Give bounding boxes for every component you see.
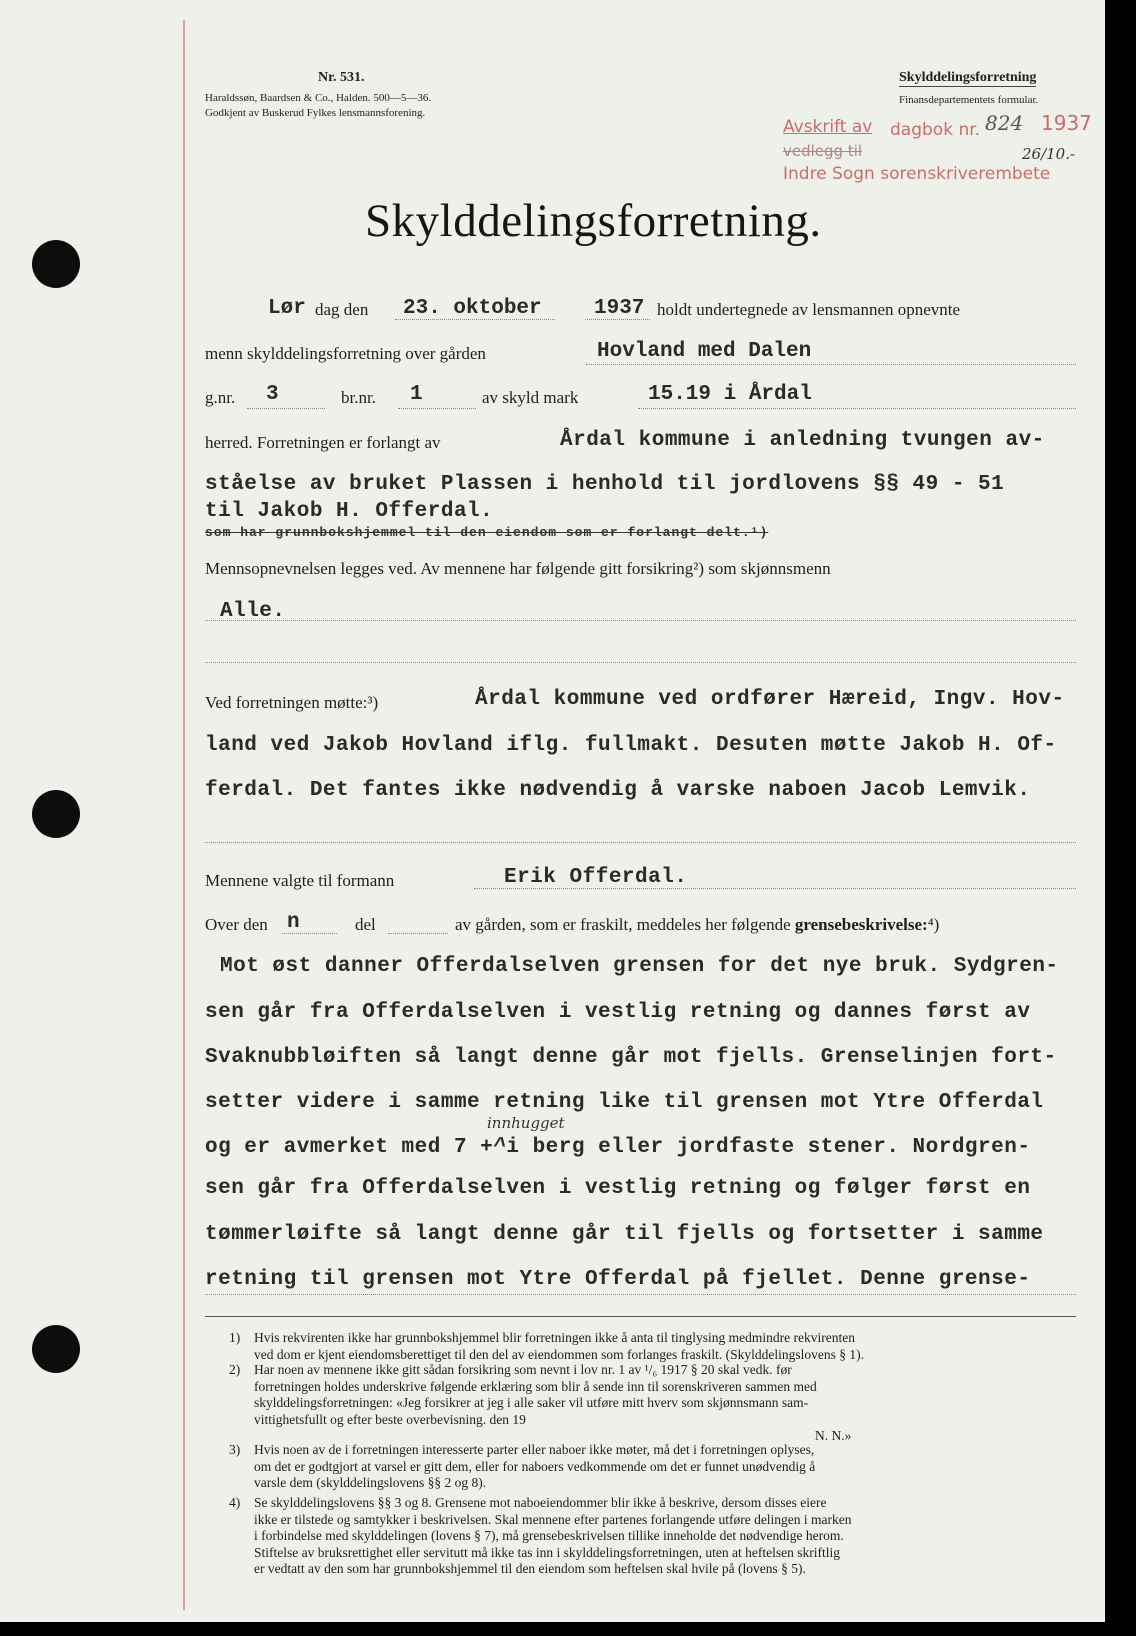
boundary-line-6-text: en går fra Offerdalselven i vestlig retning og følger først en: [218, 1177, 1031, 1200]
requester-line-3: til Jakob H. Offerdal.: [205, 500, 494, 523]
appointment-text: Mennsopnevnelsen legges ved. Av mennene har følgende gitt forsikring²) som skjønnsmenn: [205, 559, 831, 578]
text-over-den: Over den: [205, 915, 268, 934]
form-name: Skylddelingsforretning: [899, 70, 1037, 85]
text-del: del: [355, 915, 376, 934]
footnote-line: er vedtatt av den som har grunnbokshjemmel til den eiendom som heftelsen skal hvile på (lovens § 5).: [254, 1561, 806, 1576]
attendance-line-3: ferdal. Det fantes ikke nødvendig å varske naboen Jacob Lemvik.: [205, 779, 1031, 802]
footnote-number: 2): [229, 1362, 241, 1377]
footnote-rule: [205, 1316, 1076, 1317]
form-origin: Finansdepartementets formular.: [899, 94, 1039, 106]
footnote-line: Se skylddelingslovens §§ 3 og 8. Grensene mot naboeiendommer blir ikke å beskrive, dersom disses eiere: [254, 1495, 827, 1510]
text-gnr: g.nr.: [205, 388, 236, 407]
text-herred: herred. Forretningen er forlangt av: [205, 433, 441, 452]
attendance-label: Ved forretningen møtte:³): [205, 693, 379, 712]
margin-rule: [183, 20, 185, 1610]
year: 1937: [594, 297, 645, 320]
footnote-number: 4): [229, 1495, 241, 1510]
boundary-line-7: tømmerløifte så langt denne går til fjells og fortsetter i samme: [205, 1223, 1044, 1246]
footnote-number: 1): [229, 1330, 241, 1345]
printer-line: Haraldssøn, Baardsen & Co., Halden. 500—5—36.: [205, 92, 432, 104]
footnote-line: i forbindelse med skylddelingen (lovens § 7), må grensebeskrivelsen tillike inneholde det nødvendige herom.: [254, 1528, 844, 1543]
date: 23. oktober: [403, 297, 542, 320]
chairman-label: Mennene valgte til formann: [205, 871, 395, 890]
insertion-caret: ^: [493, 1136, 507, 1159]
boundary-line-2: sen går fra Offerdalselven i vestlig retning og dannes først av: [205, 1001, 1031, 1024]
boundary-bold: grensebeskrivelse:: [794, 915, 928, 934]
gnr-value: 3: [266, 383, 279, 406]
boundary-line-6-prefix: s: [205, 1177, 219, 1200]
page-title: Skylddelingsforretning.: [365, 195, 822, 247]
attendance-line-2: land ved Jakob Hovland iflg. fullmakt. Desuten møtte Jakob H. Of-: [205, 734, 1057, 757]
den-value: n: [287, 911, 300, 934]
footnote-line: Hvis noen av de i forretningen interesserte parter eller naboer ikke møter, må det i forretningen oplyses,: [254, 1442, 815, 1457]
skyld-value: 15.19 i Årdal: [648, 383, 812, 406]
form-number: Nr. 531.: [318, 70, 365, 85]
text-menn: menn skylddelingsforretning over gården: [205, 344, 486, 363]
struck-line-text: som har grunnbokshjemmel til den eiendom som er forlangt delt.¹): [205, 525, 769, 540]
footnote-line: ved dom er kjent eiendomsberettiget til den del av eiendommen som forlanges fraskilt. (Skylddelingslovens § 1).: [254, 1346, 864, 1362]
brnr-value: 1: [410, 383, 423, 406]
weekday: Lør: [268, 297, 306, 320]
boundary-intro: [455, 915, 939, 935]
stamp-year: 1937: [1041, 111, 1092, 135]
punch-hole-middle: [32, 790, 80, 838]
stamp-dagbok-label: dagbok nr.: [890, 120, 981, 140]
requester-line-2: ståelse av bruket Plassen i henhold til jordlovens §§ 49 - 51: [205, 473, 1005, 496]
stamp-office: Indre Sogn sorenskriverembete: [783, 164, 1051, 184]
footnote-line: Hvis rekvirenten ikke har grunnbokshjemmel blir forretningen ikke å anta til tinglysing medmindre rekvirenten: [254, 1330, 855, 1345]
boundary-note: ⁴): [927, 915, 940, 934]
attendance-line-1: Årdal kommune ved ordfører Hæreid, Ingv. Hov-: [475, 688, 1065, 711]
footnote-line: skylddelingsforretningen: «Jeg forsikrer at jeg i alle saker vil utføre mitt hverv som skjønnsmann sam-: [254, 1395, 809, 1410]
stamp-copy-label: Avskrift av: [783, 117, 873, 137]
boundary-line-4: setter videre i samme retning like til grensen mot Ytre Offerdal: [205, 1091, 1044, 1114]
footnote-line: varsle dem (skylddelingslovens §§ 2 og 8).: [254, 1475, 487, 1490]
handwritten-insertion: innhugget: [487, 1114, 565, 1132]
stamp-struck: vedlegg til: [783, 142, 863, 160]
stamp-date-note: 26/10.-: [1022, 145, 1076, 163]
footnote-line: forretningen holdes underskrive følgende erklæring som blir å sende inn til sorenskriveren sammen med: [254, 1378, 817, 1394]
text-skyld: av skyld mark: [482, 388, 579, 407]
punch-hole-bottom: [32, 1325, 80, 1373]
footnote-line: vittighetsfullt og efter beste overbevisning. den 19: [254, 1411, 526, 1427]
footnote-line: om det er godtgjort at varsel er gitt dem, eller for naboers vedkommende om det er funnet unødvendig å: [254, 1458, 816, 1474]
scan-edge-right: [1105, 0, 1136, 1636]
approval-line: Godkjent av Buskerud Fylkes lensmannsforening.: [205, 107, 426, 119]
farm-name: Hovland med Dalen: [597, 340, 812, 363]
boundary-line-1: Mot øst danner Offerdalselven grensen for det nye bruk. Sydgren-: [220, 955, 1059, 978]
boundary-line-5-start: og er avmerket med 7 +: [205, 1136, 494, 1159]
boundary-intro-text: av gården, som er fraskilt, meddeles her følgende: [455, 915, 791, 934]
scan-edge-bottom: [0, 1622, 1136, 1636]
text-held: holdt undertegnede av lensmannen opnevnte: [657, 300, 961, 319]
appointment-answer: Alle.: [220, 600, 286, 623]
boundary-line-5: [205, 1136, 1030, 1159]
boundary-line-5-rest: i berg eller jordfaste stener. Nordgren-: [506, 1136, 1031, 1159]
dagbok-number: 824: [985, 111, 1024, 135]
footnote-line: N. N.»: [815, 1428, 852, 1443]
punch-hole-top: [32, 240, 80, 288]
footnote-line: ikke er tilstede og samtykker i beskrivelsen. Skal mennene efter partenes forlangende utføre delingen i marken: [254, 1511, 852, 1527]
chairman-name: Erik Offerdal.: [504, 866, 688, 889]
footnote-number: 3): [229, 1442, 241, 1457]
requester-line-1: Årdal kommune i anledning tvungen av-: [560, 429, 1045, 452]
boundary-line-8: retning til grensen mot Ytre Offerdal på fjellet. Denne grense-: [205, 1268, 1031, 1291]
text-brnr: br.nr.: [341, 388, 376, 407]
footnote-line: Har noen av mennene ikke gitt sådan forsikring som nevnt i lov nr. 1 av ¹/₆ 1917 § 20 skal vedk. før: [254, 1362, 792, 1377]
boundary-line-3: Svaknubbløiften så langt denne går mot fjells. Grenselinjen fort-: [205, 1046, 1057, 1069]
text-dag-den: dag den: [315, 300, 369, 319]
boundary-line-6: [205, 1177, 1030, 1200]
struck-line: [205, 525, 768, 540]
footnote-line: Stiftelse av bruksrettighet eller servitutt må ikke tas inn i skylddelingsforretningen, uten at heftelsen skriftlig: [254, 1544, 840, 1560]
